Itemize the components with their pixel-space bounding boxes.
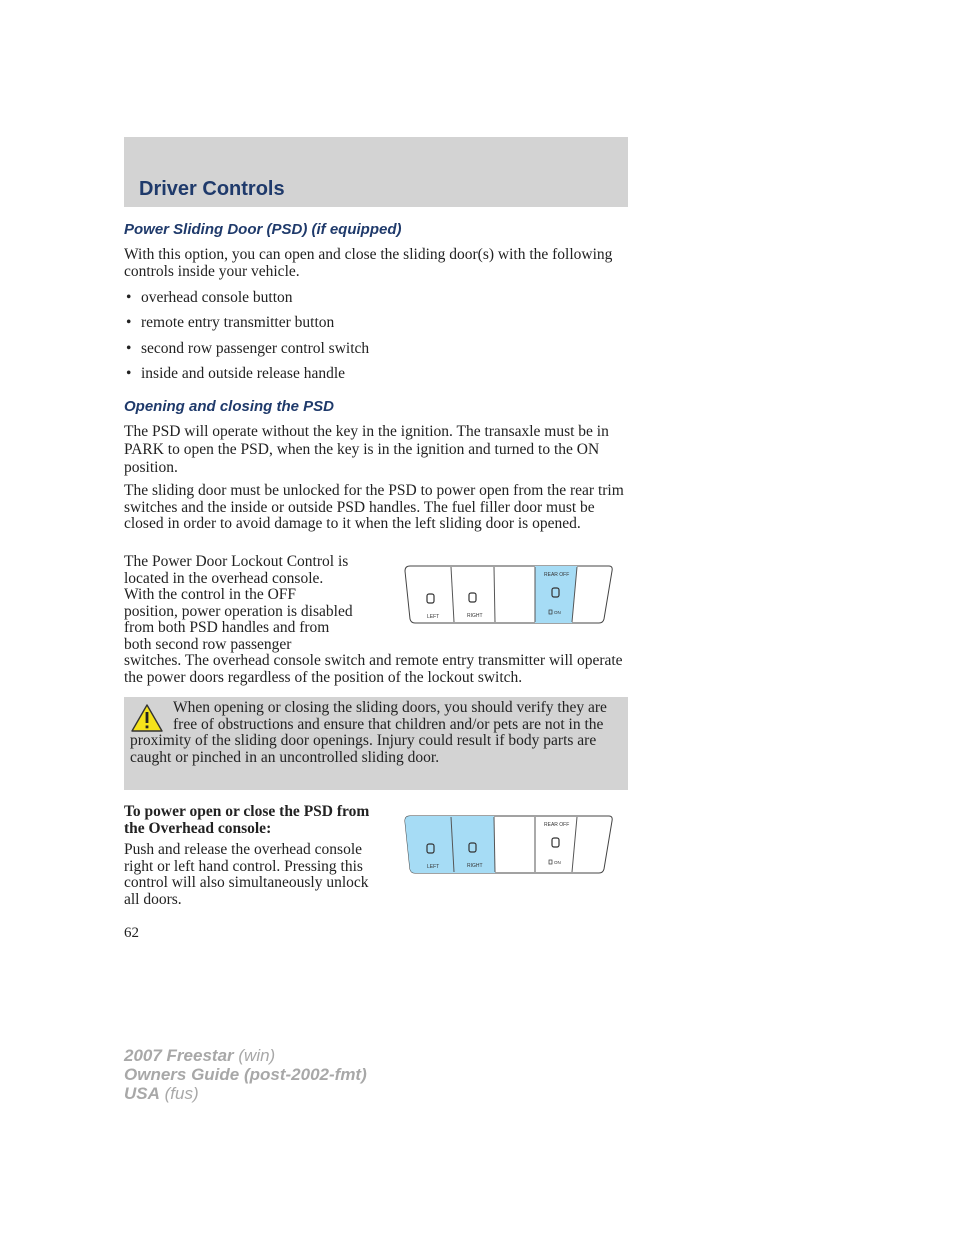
rear-off-label: REAR OFF — [544, 822, 570, 828]
overhead-console-figure-lockout — [404, 563, 614, 626]
section-title: Driver Controls — [139, 178, 285, 200]
overhead-bold-lead: To power open or close the PSD from the Overhead console: — [124, 803, 370, 837]
footer-model-code: (win) — [238, 1046, 276, 1065]
psd-heading: Power Sliding Door (PSD) (if equipped) — [124, 221, 402, 238]
text-line: With the control in the OFF — [124, 586, 297, 603]
on-label: ON — [554, 860, 561, 865]
list-item: • overhead console button — [126, 289, 293, 306]
opening-para-2: The sliding door must be unlocked for the PSD to power open from the rear trim switches and the inside or outside PSD handles. The fuel filler door must be closed in order to avoid damage to it when the left sliding door is opened. — [124, 482, 624, 532]
text-line: The Power Door Lockout Control is — [124, 553, 349, 570]
document-footer — [124, 1046, 367, 1103]
overhead-body: Push and release the overhead console right or left hand control. Pressing this control will also simultaneously unlock all doors. — [124, 841, 369, 908]
text-line: position, power operation is disabled — [124, 602, 353, 620]
left-label: LEFT — [427, 864, 440, 870]
list-item: • inside and outside release handle — [126, 364, 346, 382]
warning-box — [124, 697, 628, 790]
list-item: • remote entry transmitter button — [126, 314, 335, 332]
text-line: both second row passenger — [124, 635, 292, 653]
right-label: RIGHT — [467, 863, 483, 869]
warning-text-content: When opening or closing the sliding doors, you should verify they are free of obstructions and ensure that children and/or pets are not in the proximity of the sliding door openings. Injury could result if body parts are caught or pinched in an uncontrolled sliding door. — [130, 699, 607, 766]
right-label: RIGHT — [467, 613, 483, 619]
left-label: LEFT — [427, 614, 440, 620]
opening-heading: Opening and closing the PSD — [124, 398, 335, 415]
list-item: • second row passenger control switch — [126, 339, 370, 357]
footer-guide-title: Owners Guide (post-2002-fmt) — [124, 1065, 367, 1084]
text-line: located in the overhead console. — [124, 569, 324, 587]
text-line: from both PSD handles and from — [124, 619, 330, 636]
psd-intro: With this option, you can open and close the sliding door(s) with the following controls inside your vehicle. — [124, 246, 613, 280]
lockout-para-lines — [124, 554, 414, 653]
opening-para-1: The PSD will operate without the key in the ignition. The transaxle must be in PARK to open the PSD, when the key is in the ignition and turned to the ON position. — [124, 423, 609, 476]
footer-line-3 — [124, 1084, 367, 1103]
footer-region: USA — [124, 1084, 160, 1103]
overhead-console-figure-left-right — [404, 813, 614, 876]
footer-line-2 — [124, 1065, 367, 1084]
footer-line-1 — [124, 1046, 367, 1065]
lockout-para-rest: switches. The overhead console switch and remote entry transmitter will operate the power doors regardless of the position of the lockout switch. — [124, 652, 623, 686]
warning-text — [130, 700, 620, 766]
on-label: ON — [554, 610, 561, 615]
page-number: 62 — [124, 925, 139, 941]
rear-off-label: REAR OFF — [544, 572, 570, 578]
controls-list — [124, 288, 369, 389]
footer-region-code: (fus) — [164, 1084, 199, 1103]
footer-model: 2007 Freestar — [124, 1046, 234, 1065]
